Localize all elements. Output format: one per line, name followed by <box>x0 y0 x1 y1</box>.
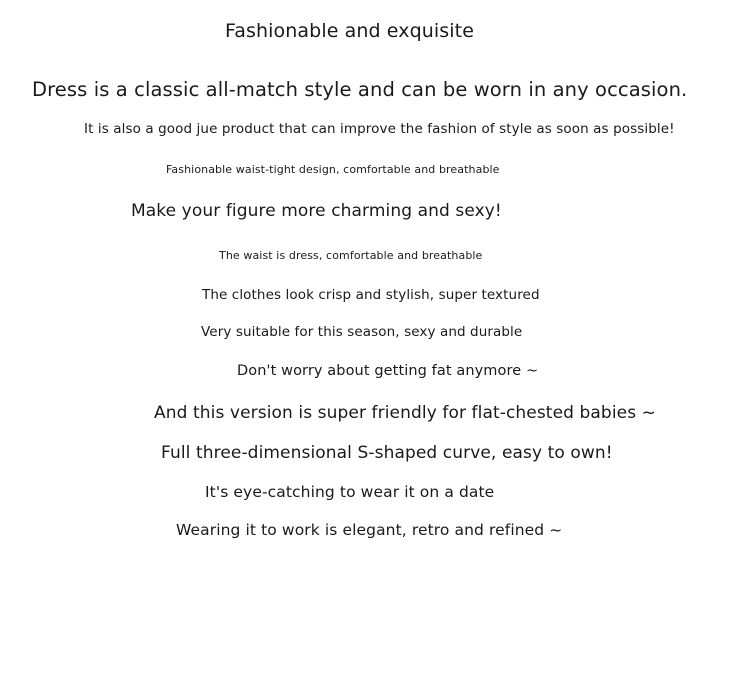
description-line: It's eye-catching to wear it on a date <box>205 483 495 501</box>
description-line: Wearing it to work is elegant, retro and refined ~ <box>176 521 563 539</box>
description-line: Fashionable waist-tight design, comfortable and breathable <box>166 163 500 176</box>
description-line: It is also a good jue product that can improve the fashion of style as soon as possible! <box>84 121 675 137</box>
description-line: Don't worry about getting fat anymore ~ <box>237 363 539 379</box>
heading-line: Fashionable and exquisite <box>225 20 475 42</box>
description-line: Very suitable for this season, sexy and durable <box>201 324 523 340</box>
description-line: Dress is a classic all-match style and can be worn in any occasion. <box>32 78 688 101</box>
description-line: And this version is super friendly for flat-chested babies ~ <box>154 403 657 423</box>
description-line: The clothes look crisp and stylish, super textured <box>202 287 540 303</box>
description-line: Make your figure more charming and sexy! <box>131 201 502 221</box>
description-line: Full three-dimensional S-shaped curve, easy to own! <box>161 443 613 463</box>
description-line: The waist is dress, comfortable and breathable <box>219 249 483 262</box>
